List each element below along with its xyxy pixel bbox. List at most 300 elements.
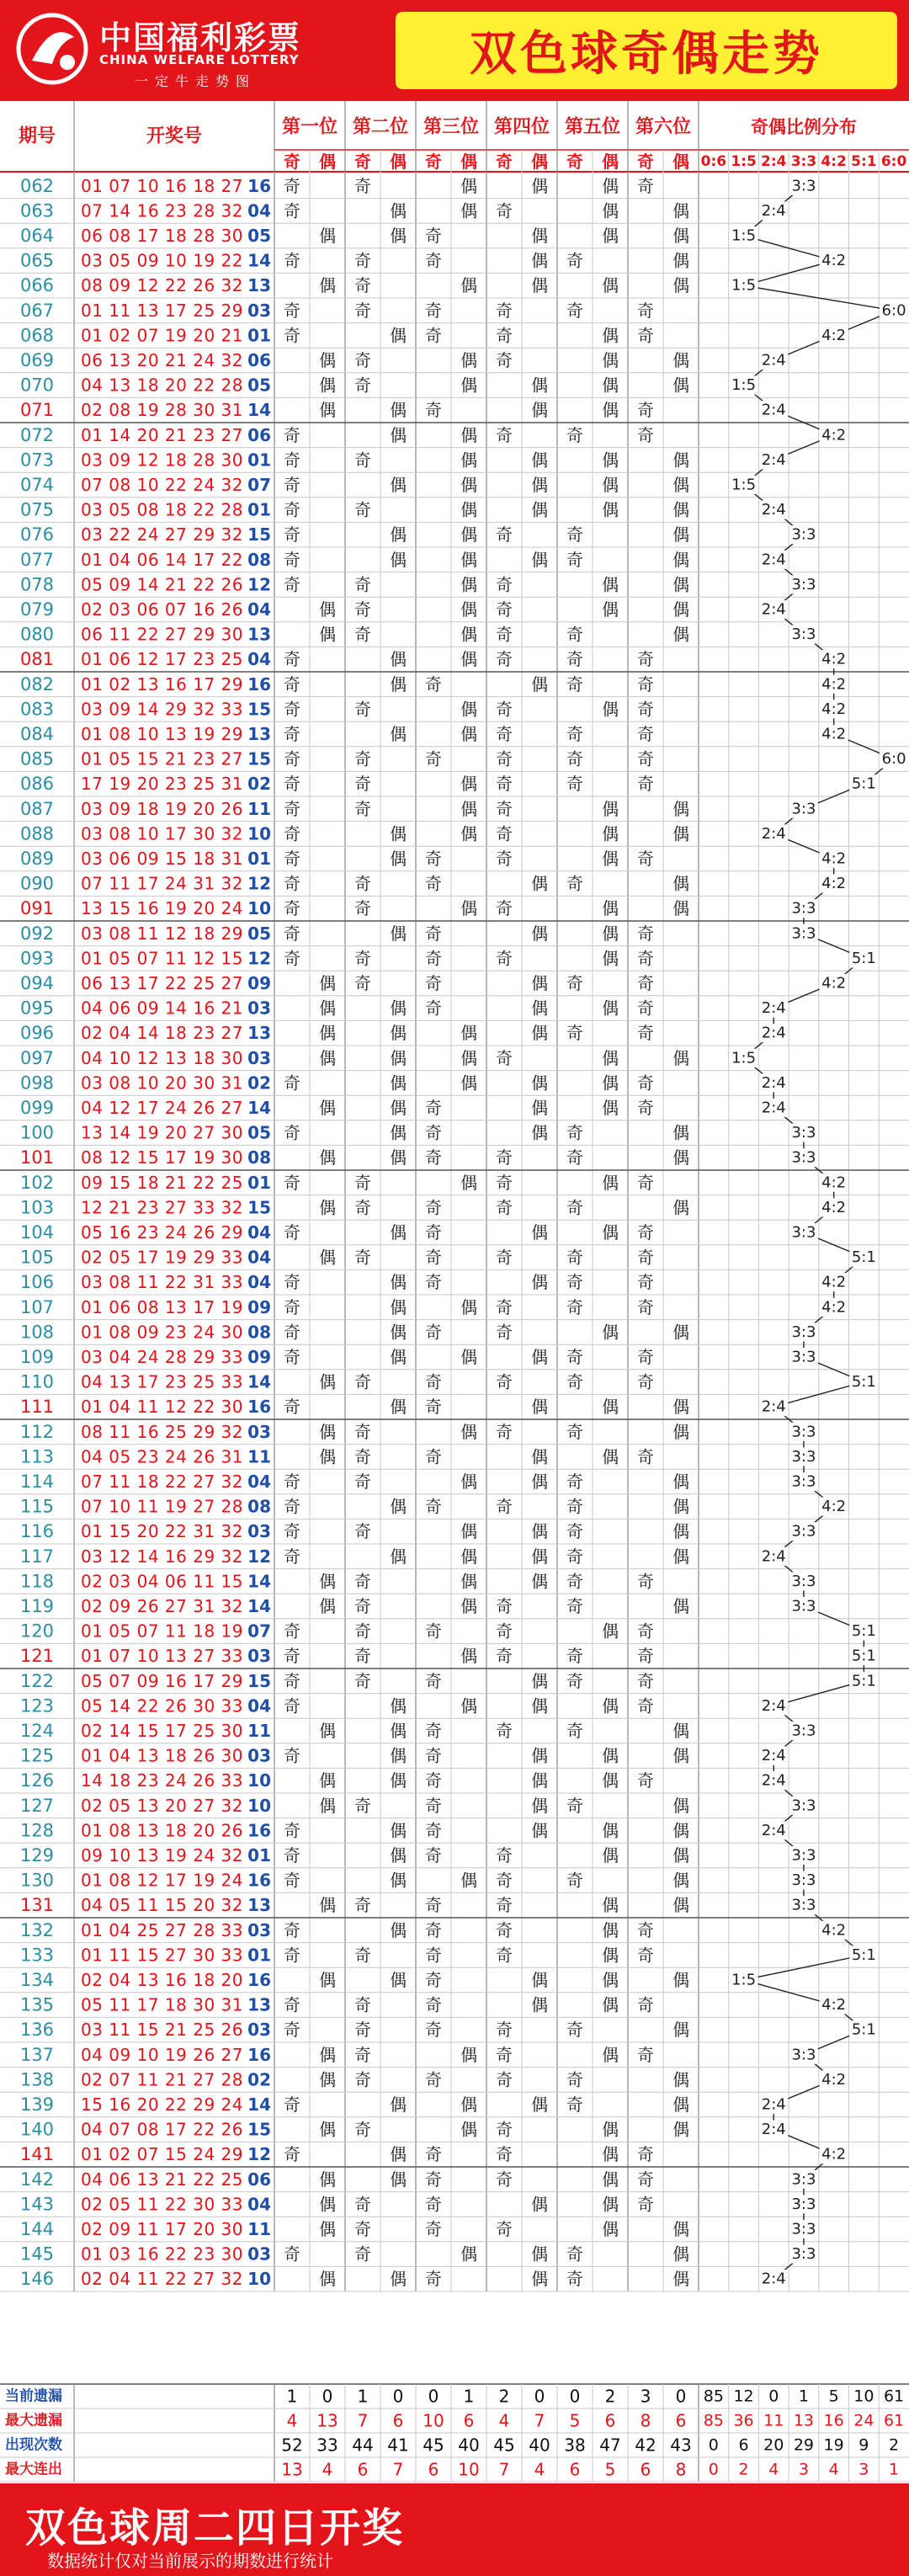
blue-ball: 12 xyxy=(247,873,271,894)
even-mark: 偶 xyxy=(460,2094,477,2115)
red-balls: 01 11 13 17 25 29 xyxy=(81,300,243,321)
stats-position-value: 7 xyxy=(534,2410,545,2431)
odd-mark: 奇 xyxy=(566,250,583,271)
ratio-mark: 3:3 xyxy=(791,1896,816,1914)
even-mark: 偶 xyxy=(319,998,336,1019)
odd-mark: 奇 xyxy=(284,175,300,196)
blue-ball: 08 xyxy=(247,1322,271,1343)
red-balls: 01 04 25 27 28 33 xyxy=(81,1919,243,1940)
even-mark: 偶 xyxy=(531,923,548,944)
odd-mark: 奇 xyxy=(425,1397,442,1418)
table-row xyxy=(20,2169,654,2190)
issue-number: 073 xyxy=(19,450,55,471)
stats-ratio-value: 6 xyxy=(738,2435,749,2455)
issue-number: 103 xyxy=(19,1197,55,1218)
blue-ball: 10 xyxy=(247,1795,271,1816)
issue-number: 078 xyxy=(19,574,55,595)
even-mark: 偶 xyxy=(460,599,477,620)
even-mark: 偶 xyxy=(602,1994,619,2015)
ratio-mark: 4:2 xyxy=(821,2145,847,2164)
issue-number: 127 xyxy=(19,1795,55,1816)
odd-mark: 奇 xyxy=(566,1521,583,1542)
table-row xyxy=(20,2244,689,2265)
odd-mark: 奇 xyxy=(637,1222,654,1243)
stats-ratio-value: 20 xyxy=(763,2435,784,2455)
even-mark: 偶 xyxy=(672,1721,689,1741)
odd-mark: 奇 xyxy=(284,1122,300,1143)
red-balls: 07 10 11 19 27 28 xyxy=(81,1496,243,1517)
even-mark: 偶 xyxy=(319,1770,336,1791)
even-mark: 偶 xyxy=(390,673,407,695)
page-title: 双色球奇偶走势 xyxy=(470,27,823,82)
even-mark: 偶 xyxy=(672,798,689,819)
even-mark: 偶 xyxy=(460,450,477,471)
even-mark: 偶 xyxy=(460,1172,477,1193)
even-mark: 偶 xyxy=(460,699,477,720)
issue-number: 083 xyxy=(19,699,55,720)
issue-number: 118 xyxy=(19,1571,55,1592)
ratio-mark: 2:4 xyxy=(761,201,786,220)
table-row xyxy=(20,674,654,695)
table-row xyxy=(20,1546,689,1567)
even-mark: 偶 xyxy=(319,624,336,645)
red-balls: 08 09 12 22 26 32 xyxy=(81,275,243,296)
even-mark: 偶 xyxy=(672,1596,689,1616)
footer-note: 数据统计仅对当前展示的期数进行统计 xyxy=(47,2551,333,2571)
stats-label: 当前遗漏 xyxy=(5,2387,62,2405)
ratio-mark: 2:4 xyxy=(761,1747,786,1765)
blue-ball: 06 xyxy=(247,2169,271,2190)
table-row xyxy=(20,1571,654,1591)
stats-ratio-value: 29 xyxy=(793,2435,815,2455)
odd-mark: 奇 xyxy=(284,325,300,346)
even-mark: 偶 xyxy=(531,1695,548,1716)
red-balls: 03 09 18 19 20 26 xyxy=(81,798,243,819)
stats-position-value: 52 xyxy=(281,2435,303,2456)
ratio-mark: 2:4 xyxy=(761,2095,786,2114)
even-mark: 偶 xyxy=(460,1571,477,1592)
ratio-mark: 5:1 xyxy=(851,2020,876,2039)
table-row xyxy=(20,200,689,221)
even-mark: 偶 xyxy=(602,1695,619,1716)
odd-mark: 奇 xyxy=(354,1646,371,1667)
red-balls: 04 12 17 24 26 27 xyxy=(81,1098,243,1118)
odd-mark: 奇 xyxy=(354,1571,371,1592)
even-mark: 偶 xyxy=(602,1222,619,1243)
ratio-mark: 4:2 xyxy=(821,1198,847,1216)
stats-position-value: 7 xyxy=(392,2459,404,2480)
odd-mark: 奇 xyxy=(284,499,300,520)
blue-ball: 16 xyxy=(247,1970,271,1990)
stats-position-value: 0 xyxy=(534,2386,545,2407)
blue-ball: 08 xyxy=(247,1147,271,1168)
red-balls: 02 04 11 22 27 32 xyxy=(81,2269,243,2290)
red-balls: 02 03 04 06 11 15 xyxy=(81,1571,243,1592)
even-mark: 偶 xyxy=(531,1994,548,2015)
odd-mark: 奇 xyxy=(284,300,300,321)
ratio-mark: 4:2 xyxy=(821,1298,847,1317)
odd-mark: 奇 xyxy=(566,1571,583,1592)
even-mark: 偶 xyxy=(390,1496,407,1517)
odd-mark: 奇 xyxy=(637,1621,654,1642)
odd-mark: 奇 xyxy=(637,1247,654,1268)
ratio-mark: 3:3 xyxy=(791,1522,816,1541)
issue-number: 145 xyxy=(19,2243,55,2265)
odd-mark: 奇 xyxy=(284,649,300,670)
header-odd: 奇 xyxy=(354,152,371,172)
ratio-mark: 5:1 xyxy=(851,1647,876,1665)
even-mark: 偶 xyxy=(390,1770,407,1791)
odd-mark: 奇 xyxy=(354,1521,371,1542)
header-odd: 奇 xyxy=(637,152,654,172)
issue-number: 101 xyxy=(19,1147,55,1168)
ratio-mark: 3:3 xyxy=(791,924,816,943)
even-mark: 偶 xyxy=(602,2144,619,2165)
blue-ball: 14 xyxy=(247,1098,271,1118)
odd-mark: 奇 xyxy=(637,1098,654,1118)
even-mark: 偶 xyxy=(319,1446,336,1467)
issue-number: 126 xyxy=(19,1770,55,1791)
odd-mark: 奇 xyxy=(637,325,654,346)
header-odd: 奇 xyxy=(284,152,300,172)
blue-ball: 14 xyxy=(247,1596,271,1616)
odd-mark: 奇 xyxy=(354,2020,371,2041)
issue-number: 086 xyxy=(19,774,55,795)
header-even: 偶 xyxy=(602,152,619,172)
ratio-mark: 3:3 xyxy=(791,1722,816,1740)
odd-mark: 奇 xyxy=(496,424,513,445)
even-mark: 偶 xyxy=(319,1247,336,1268)
issue-number: 125 xyxy=(19,1745,55,1766)
odd-mark: 奇 xyxy=(637,649,654,670)
even-mark: 偶 xyxy=(672,350,689,370)
even-mark: 偶 xyxy=(460,1596,477,1616)
even-mark: 偶 xyxy=(460,1023,477,1044)
ratio-mark: 2:4 xyxy=(761,1099,786,1117)
table-row xyxy=(20,450,689,470)
even-mark: 偶 xyxy=(531,998,548,1019)
odd-mark: 奇 xyxy=(354,1621,371,1642)
ratio-mark: 2:4 xyxy=(761,351,786,370)
stats-ratio-value: 11 xyxy=(763,2411,784,2430)
even-mark: 偶 xyxy=(390,2269,407,2290)
even-mark: 偶 xyxy=(460,624,477,645)
odd-mark: 奇 xyxy=(284,774,300,795)
stats-ratio-value: 16 xyxy=(823,2411,844,2430)
odd-mark: 奇 xyxy=(566,1795,583,1816)
ratio-mark: 2:4 xyxy=(761,2121,786,2139)
red-balls: 01 07 10 16 18 27 xyxy=(81,175,243,196)
even-mark: 偶 xyxy=(531,226,548,246)
red-balls: 04 13 17 23 25 33 xyxy=(81,1371,243,1392)
red-balls: 04 05 23 24 26 31 xyxy=(81,1446,243,1467)
even-mark: 偶 xyxy=(672,2119,689,2140)
issue-number: 133 xyxy=(19,1945,55,1966)
odd-mark: 奇 xyxy=(496,2044,513,2065)
red-balls: 13 15 16 19 20 24 xyxy=(81,898,243,919)
even-mark: 偶 xyxy=(390,549,407,570)
odd-mark: 奇 xyxy=(354,2219,371,2239)
odd-mark: 奇 xyxy=(354,798,371,819)
table-row xyxy=(20,973,654,993)
blue-ball: 16 xyxy=(247,175,271,196)
even-mark: 偶 xyxy=(390,524,407,546)
issue-number: 087 xyxy=(19,798,55,819)
odd-mark: 奇 xyxy=(284,748,300,769)
odd-mark: 奇 xyxy=(496,2169,513,2190)
odd-mark: 奇 xyxy=(566,724,583,744)
stats-position-value: 42 xyxy=(635,2435,656,2456)
odd-mark: 奇 xyxy=(354,275,371,296)
odd-mark: 奇 xyxy=(425,1098,442,1118)
red-balls: 05 16 23 24 26 29 xyxy=(81,1222,243,1243)
blue-ball: 15 xyxy=(247,524,271,546)
odd-mark: 奇 xyxy=(496,1371,513,1392)
even-mark: 偶 xyxy=(319,275,336,296)
odd-mark: 奇 xyxy=(496,774,513,795)
table-row xyxy=(20,1372,654,1392)
even-mark: 偶 xyxy=(672,1496,689,1517)
odd-mark: 奇 xyxy=(637,2169,654,2190)
blue-ball: 04 xyxy=(247,200,271,221)
even-mark: 偶 xyxy=(672,226,689,246)
even-mark: 偶 xyxy=(390,200,407,221)
even-mark: 偶 xyxy=(672,1521,689,1542)
red-balls: 01 08 12 17 19 24 xyxy=(81,1870,243,1891)
red-balls: 06 11 22 27 29 30 xyxy=(81,624,243,645)
red-balls: 02 08 19 28 30 31 xyxy=(81,400,243,421)
odd-mark: 奇 xyxy=(496,1147,513,1168)
issue-number: 096 xyxy=(19,1023,55,1044)
odd-mark: 奇 xyxy=(354,175,371,196)
ratio-mark: 2:4 xyxy=(761,1771,786,1790)
odd-mark: 奇 xyxy=(284,1745,300,1766)
stats-position-value: 1 xyxy=(463,2386,475,2407)
ratio-mark: 3:3 xyxy=(791,1447,816,1466)
even-mark: 偶 xyxy=(390,1970,407,1990)
odd-mark: 奇 xyxy=(566,424,583,445)
stats-position-value: 7 xyxy=(498,2459,510,2480)
even-mark: 偶 xyxy=(602,200,619,221)
red-balls: 04 07 08 17 22 26 xyxy=(81,2119,243,2140)
issue-number: 114 xyxy=(19,1472,55,1492)
issue-number: 142 xyxy=(19,2169,55,2190)
table-row xyxy=(20,1123,689,1143)
even-mark: 偶 xyxy=(319,2269,336,2290)
header-odd: 奇 xyxy=(566,152,583,172)
blue-ball: 14 xyxy=(247,1571,271,1592)
header-numbers: 开奖号 xyxy=(146,125,203,147)
even-mark: 偶 xyxy=(602,1895,619,1916)
stats-label: 出现次数 xyxy=(5,2436,62,2454)
ratio-mark: 2:4 xyxy=(761,1024,786,1042)
header-even: 偶 xyxy=(672,152,689,172)
stats-position-value: 10 xyxy=(423,2410,444,2431)
ratio-mark: 4:2 xyxy=(821,1921,847,1940)
stats-ratio-value: 5 xyxy=(828,2387,839,2406)
red-balls: 01 04 06 14 17 22 xyxy=(81,549,243,570)
odd-mark: 奇 xyxy=(354,1994,371,2015)
odd-mark: 奇 xyxy=(425,1895,442,1916)
odd-mark: 奇 xyxy=(496,1496,513,1517)
header-even: 偶 xyxy=(319,152,336,172)
even-mark: 偶 xyxy=(460,1472,477,1492)
odd-mark: 奇 xyxy=(496,748,513,769)
stats-position-value: 1 xyxy=(286,2386,298,2407)
odd-mark: 奇 xyxy=(637,1994,654,2015)
odd-mark: 奇 xyxy=(566,673,583,695)
even-mark: 偶 xyxy=(319,1147,336,1168)
odd-mark: 奇 xyxy=(354,624,371,645)
odd-mark: 奇 xyxy=(566,1122,583,1143)
table-row xyxy=(20,1397,689,1417)
issue-number: 146 xyxy=(19,2269,55,2290)
header-odd: 奇 xyxy=(496,152,513,172)
odd-mark: 奇 xyxy=(425,1272,442,1293)
even-mark: 偶 xyxy=(672,1895,689,1916)
odd-mark: 奇 xyxy=(637,175,654,196)
blue-ball: 03 xyxy=(247,1745,271,1766)
odd-mark: 奇 xyxy=(354,1421,371,1442)
odd-mark: 奇 xyxy=(637,2044,654,2065)
blue-ball: 12 xyxy=(247,948,271,969)
odd-mark: 奇 xyxy=(496,1919,513,1940)
issue-number: 116 xyxy=(19,1521,55,1542)
issue-number: 085 xyxy=(19,748,55,769)
red-balls: 15 16 20 22 29 24 xyxy=(81,2094,243,2115)
ratio-mark: 3:3 xyxy=(791,1597,816,1615)
even-mark: 偶 xyxy=(319,350,336,370)
ratio-mark: 2:4 xyxy=(761,2270,786,2288)
odd-mark: 奇 xyxy=(496,2219,513,2239)
table-row xyxy=(20,799,689,819)
blue-ball: 10 xyxy=(247,1770,271,1791)
stats-position-value: 6 xyxy=(675,2410,687,2431)
blue-ball: 10 xyxy=(247,2269,271,2290)
ratio-mark: 2:4 xyxy=(761,551,786,569)
stats-ratio-value: 61 xyxy=(883,2411,905,2430)
odd-mark: 奇 xyxy=(566,549,583,570)
odd-mark: 奇 xyxy=(425,1994,442,2015)
stats-position-value: 0 xyxy=(322,2386,333,2407)
header-position-6: 第六位 xyxy=(635,116,692,138)
even-mark: 偶 xyxy=(531,475,548,495)
red-balls: 01 02 07 15 24 29 xyxy=(81,2144,243,2165)
red-balls: 14 18 23 24 26 33 xyxy=(81,1770,243,1791)
blue-ball: 03 xyxy=(247,2243,271,2265)
ratio-mark: 1:5 xyxy=(731,376,757,395)
odd-mark: 奇 xyxy=(425,1222,442,1243)
ratio-mark: 4:2 xyxy=(821,252,847,270)
issue-number: 112 xyxy=(19,1421,55,1442)
odd-mark: 奇 xyxy=(284,1296,300,1317)
blue-ball: 06 xyxy=(247,424,271,445)
ratio-mark: 1:5 xyxy=(731,276,757,295)
stats-position-value: 13 xyxy=(316,2410,338,2431)
issue-number: 138 xyxy=(19,2069,55,2090)
issue-number: 128 xyxy=(19,1820,55,1841)
even-mark: 偶 xyxy=(390,325,407,346)
table-row xyxy=(20,2194,654,2214)
table-row xyxy=(20,2069,689,2089)
even-mark: 偶 xyxy=(460,549,477,570)
table-row xyxy=(20,823,689,844)
issue-number: 071 xyxy=(19,400,55,421)
issue-number: 132 xyxy=(19,1919,55,1940)
odd-mark: 奇 xyxy=(425,1970,442,1990)
odd-mark: 奇 xyxy=(566,1596,583,1616)
ratio-mark: 3:3 xyxy=(791,899,816,918)
red-balls: 08 11 16 25 29 32 xyxy=(81,1421,243,1442)
odd-mark: 奇 xyxy=(354,1446,371,1467)
odd-mark: 奇 xyxy=(354,599,371,620)
ratio-mark: 2:4 xyxy=(761,501,786,519)
table-row xyxy=(20,375,689,396)
even-mark: 偶 xyxy=(531,2194,548,2215)
even-mark: 偶 xyxy=(390,424,407,445)
stats-position-value: 40 xyxy=(529,2435,550,2456)
stats-position-value: 45 xyxy=(423,2435,444,2456)
stats-position-value: 6 xyxy=(357,2459,369,2480)
header-even: 偶 xyxy=(460,152,477,172)
ratio-mark: 3:3 xyxy=(791,1423,816,1441)
issue-number: 113 xyxy=(19,1446,55,1467)
issue-number: 067 xyxy=(19,300,55,321)
ratio-mark: 2:4 xyxy=(761,450,786,469)
blue-ball: 01 xyxy=(247,849,271,869)
odd-mark: 奇 xyxy=(284,250,300,271)
issue-number: 123 xyxy=(19,1695,55,1716)
odd-mark: 奇 xyxy=(566,2269,583,2290)
even-mark: 偶 xyxy=(390,923,407,944)
odd-mark: 奇 xyxy=(284,1646,300,1667)
odd-mark: 奇 xyxy=(637,1695,654,1716)
even-mark: 偶 xyxy=(319,2119,336,2140)
blue-ball: 16 xyxy=(247,1397,271,1418)
table-row xyxy=(20,1721,689,1741)
table-row xyxy=(20,176,654,196)
even-mark: 偶 xyxy=(602,2194,619,2215)
issue-number: 139 xyxy=(19,2094,55,2115)
even-mark: 偶 xyxy=(531,2094,548,2115)
odd-mark: 奇 xyxy=(425,226,442,246)
even-mark: 偶 xyxy=(319,2169,336,2190)
odd-mark: 奇 xyxy=(284,1397,300,1418)
odd-mark: 奇 xyxy=(284,1272,300,1293)
even-mark: 偶 xyxy=(602,1845,619,1865)
odd-mark: 奇 xyxy=(566,748,583,769)
red-balls: 03 08 11 22 31 33 xyxy=(81,1272,243,1293)
table-row xyxy=(20,2045,654,2065)
odd-mark: 奇 xyxy=(496,300,513,321)
odd-mark: 奇 xyxy=(354,250,371,271)
odd-mark: 奇 xyxy=(284,200,300,221)
red-balls: 01 11 15 27 30 33 xyxy=(81,1945,243,1966)
even-mark: 偶 xyxy=(672,1820,689,1841)
odd-mark: 奇 xyxy=(354,699,371,720)
odd-mark: 奇 xyxy=(284,1322,300,1343)
table-row xyxy=(20,1173,654,1193)
odd-mark: 奇 xyxy=(284,574,300,595)
odd-mark: 奇 xyxy=(496,350,513,370)
odd-mark: 奇 xyxy=(566,2243,583,2265)
even-mark: 偶 xyxy=(672,1421,689,1442)
odd-mark: 奇 xyxy=(637,1371,654,1392)
even-mark: 偶 xyxy=(602,1172,619,1193)
ratio-mark: 3:3 xyxy=(791,575,816,593)
ratio-mark: 5:1 xyxy=(851,949,876,967)
odd-mark: 奇 xyxy=(496,1197,513,1218)
